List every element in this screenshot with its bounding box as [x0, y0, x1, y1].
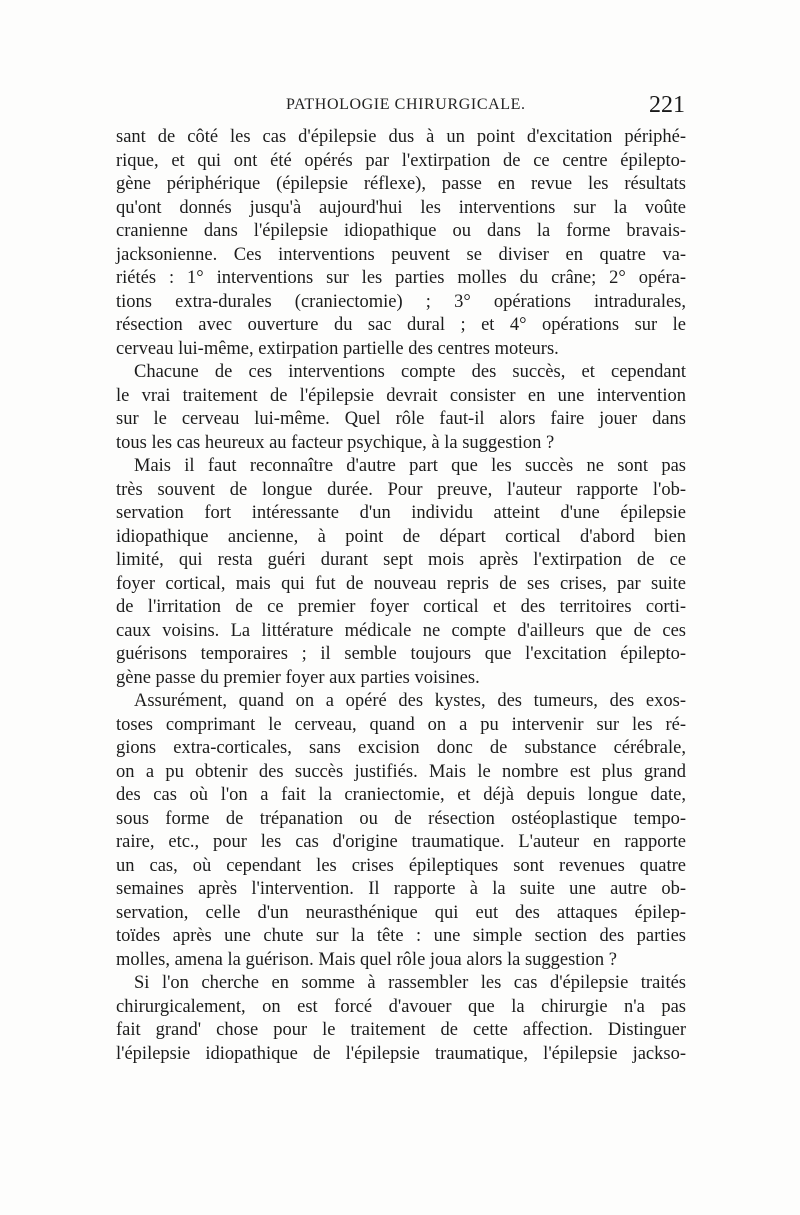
text-line: gène passe du premier foyer aux parties voisines. — [116, 667, 480, 688]
text-line: foyer cortical, mais qui fut de nouveau repris de ses crises, par suite — [116, 573, 686, 594]
text-line: très souvent de longue durée. Pour preuve, l'auteur rapporte l'ob- — [116, 479, 686, 500]
paragraph-start-line: Assurément, quand on a opéré des kystes, des tumeurs, des exos- — [134, 691, 686, 711]
paragraph-start-line: Si l'on cherche en somme à rassembler les cas d'épilepsie traités — [134, 973, 686, 993]
paragraph-start-line: Chacune de ces interventions compte des succès, et cependant — [134, 362, 686, 382]
text-line: l'épilepsie idiopathique de l'épilepsie traumatique, l'épilepsie jackso- — [116, 1043, 686, 1064]
text-line: limité, qui resta guéri durant sept mois après l'extirpation de ce — [116, 550, 686, 570]
text-line: tions extra-durales (craniectomie) ; 3° opérations intradurales, — [116, 291, 686, 312]
paragraph-start-line: Mais il faut reconnaître d'autre part que les succès ne sont pas — [134, 456, 686, 476]
text-line: toses comprimant le cerveau, quand on a pu intervenir sur les ré- — [116, 714, 686, 735]
text-line: gions extra-corticales, sans excision donc de substance cérébrale, — [116, 738, 686, 758]
text-line: caux voisins. La littérature médicale ne compte d'ailleurs que de ces — [116, 620, 686, 641]
text-line: cerveau lui-même, extirpation partielle des centres moteurs. — [116, 338, 559, 359]
text-line: guérisons temporaires ; il semble toujours que l'excitation épilepto- — [116, 644, 686, 664]
text-line: servation fort intéressante d'un individu atteint d'une épilepsie — [116, 503, 686, 523]
text-line: de l'irritation de ce premier foyer cortical et des territoires corti- — [116, 597, 686, 617]
text-line: rique, et qui ont été opérés par l'extirpation de ce centre épilepto- — [116, 150, 686, 171]
text-line: tous les cas heureux au facteur psychique, à la suggestion ? — [116, 432, 555, 453]
text-line: sur le cerveau lui-même. Quel rôle faut-il alors faire jouer dans — [116, 409, 686, 429]
running-title: PATHOLOGIE CHIRURGICALE. — [286, 96, 526, 113]
text-line: servation, celle d'un neurasthénique qui eut des attaques épilep- — [116, 902, 686, 923]
text-line: on a pu obtenir des succès justifiés. Mais le nombre est plus grand — [116, 761, 686, 782]
body-text — [116, 126, 686, 1066]
text-line: résection avec ouverture du sac dural ; et 4° opérations sur le — [116, 315, 686, 335]
text-line: toïdes après une chute sur la tête : une simple section des parties — [116, 926, 686, 946]
text-line: idiopathique ancienne, à point de départ cortical d'abord bien — [116, 526, 686, 547]
page-number: 221 — [649, 92, 685, 118]
text-line: sant de côté les cas d'épilepsie dus à un point d'excitation périphé- — [116, 127, 686, 147]
running-header — [110, 92, 685, 126]
text-line: qu'ont donnés jusqu'à aujourd'hui les interventions sur la voûte — [116, 197, 686, 218]
text-line: riétés : 1° interventions sur les parties molles du crâne; 2° opéra- — [116, 268, 686, 288]
text-line: molles, amena la guérison. Mais quel rôle joua alors la suggestion ? — [116, 949, 617, 970]
text-line: gène périphérique (épilepsie réflexe), passe en revue les résultats — [116, 174, 686, 194]
text-line: des cas où l'on a fait la craniectomie, et déjà depuis longue date, — [116, 785, 686, 805]
text-line: raire, etc., pour les cas d'origine traumatique. L'auteur en rapporte — [116, 832, 686, 852]
text-line: fait grand' chose pour le traitement de cette affection. Distinguer — [116, 1020, 686, 1040]
text-line: sous forme de trépanation ou de résection ostéoplastique tempo- — [116, 808, 686, 829]
text-line: jacksonienne. Ces interventions peuvent se diviser en quatre va- — [116, 244, 686, 265]
text-line: le vrai traitement de l'épilepsie devrait consister en une intervention — [116, 385, 686, 406]
text-line: un cas, où cependant les crises épileptiques sont revenues quatre — [116, 855, 686, 876]
text-line: semaines après l'intervention. Il rapporte à la suite une autre ob- — [116, 879, 686, 899]
text-line: cranienne dans l'épilepsie idiopathique ou dans la forme bravais- — [116, 221, 686, 241]
text-line: chirurgicalement, on est forcé d'avouer que la chirurgie n'a pas — [116, 996, 686, 1017]
